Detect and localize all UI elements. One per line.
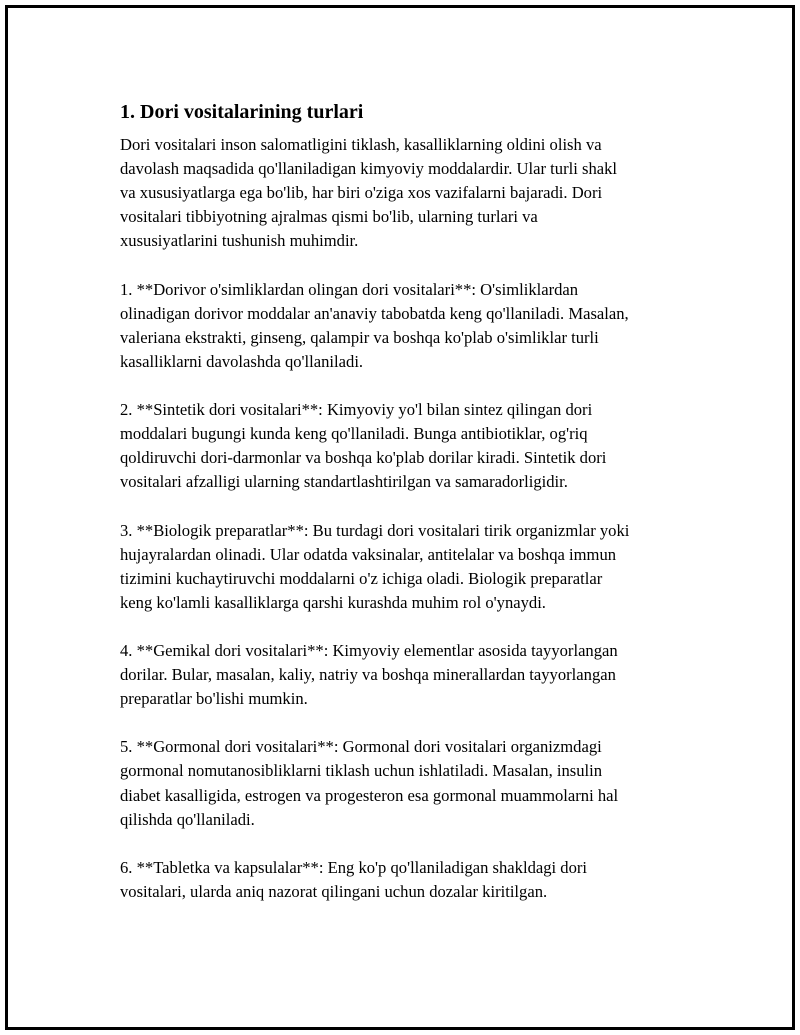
- list-item-hormonal: 5. **Gormonal dori vositalari**: Gormonal dori vositalari organizmdagi gormonal nomutanosibliklarni tiklash uchun ishlatiladi. Masalan, insulin diabet kasalligida, estrogen va progesteron esa gormonal muammolarni hal qilishda qo'llaniladi.: [120, 737, 619, 829]
- list-item-biological: 3. **Biologik preparatlar**: Bu turdagi dori vositalari tirik organizmlar yoki hujayralardan olinadi. Ular odatda vaksinalar, antitelalar va boshqa immun tizimini kuchaytiruvchi moddalarni o'z ichiga oladi. Biologik preparatlar keng ko'lamli kasalliklarga qarshi kurashda muhim rol o'ynaydi.: [120, 520, 630, 612]
- intro-paragraph: Dori vositalari inson salomatligini tiklash, kasalliklarning oldini olish va davolash maqsadida qo'llaniladigan kimyoviy moddalardir. Ular turli shakl va xususiyatlarga ega bo'lib, har biri o'ziga xos vazifalarni bajaradi. Dori vositalari tibbiyotning ajralmas qismi bo'lib, ularning turlari va xususiyatlarini tushunish muhimdir.: [120, 135, 618, 251]
- list-item-herbal: 1. **Dorivor o'simliklardan olingan dori vositalari**: O'simliklardan olinadigan dorivor moddalar an'anaviy tabobatda keng qo'llaniladi. Masalan, valeriana ekstrakti, ginseng, qalampir va boshqa ko'plab o'simliklar turli kasalliklarni davolashda qo'llaniladi.: [120, 279, 629, 371]
- list-item-tablets: 6. **Tabletka va kapsulalar**: Eng ko'p qo'llaniladigan shakldagi dori vositalari, ularda aniq nazorat qilingani uchun dozalar kiritilgan.: [120, 857, 588, 901]
- list-item-chemical: 4. **Gemikal dori vositalari**: Kimyoviy elementlar asosida tayyorlangan dorilar. Bular, masalan, kaliy, natriy va boshqa minerallardan tayyorlangan preparatlar bo'lishi mumkin.: [120, 640, 618, 709]
- page-frame: [5, 5, 795, 1030]
- list-item-synthetic: 2. **Sintetik dori vositalari**: Kimyoviy yo'l bilan sintez qilingan dori moddalari bugungi kunda keng qo'llaniladi. Bunga antibiotiklar, og'riq qoldiruvchi dori-darmonlar va boshqa ko'plab dorilar kiradi. Sintetik dori vositalari afzalligi ularning standartlashtirilgan va samaradorligidir.: [120, 400, 607, 492]
- page-content: [120, 98, 700, 928]
- document-title: 1. Dori vositalarining turlari: [120, 101, 364, 123]
